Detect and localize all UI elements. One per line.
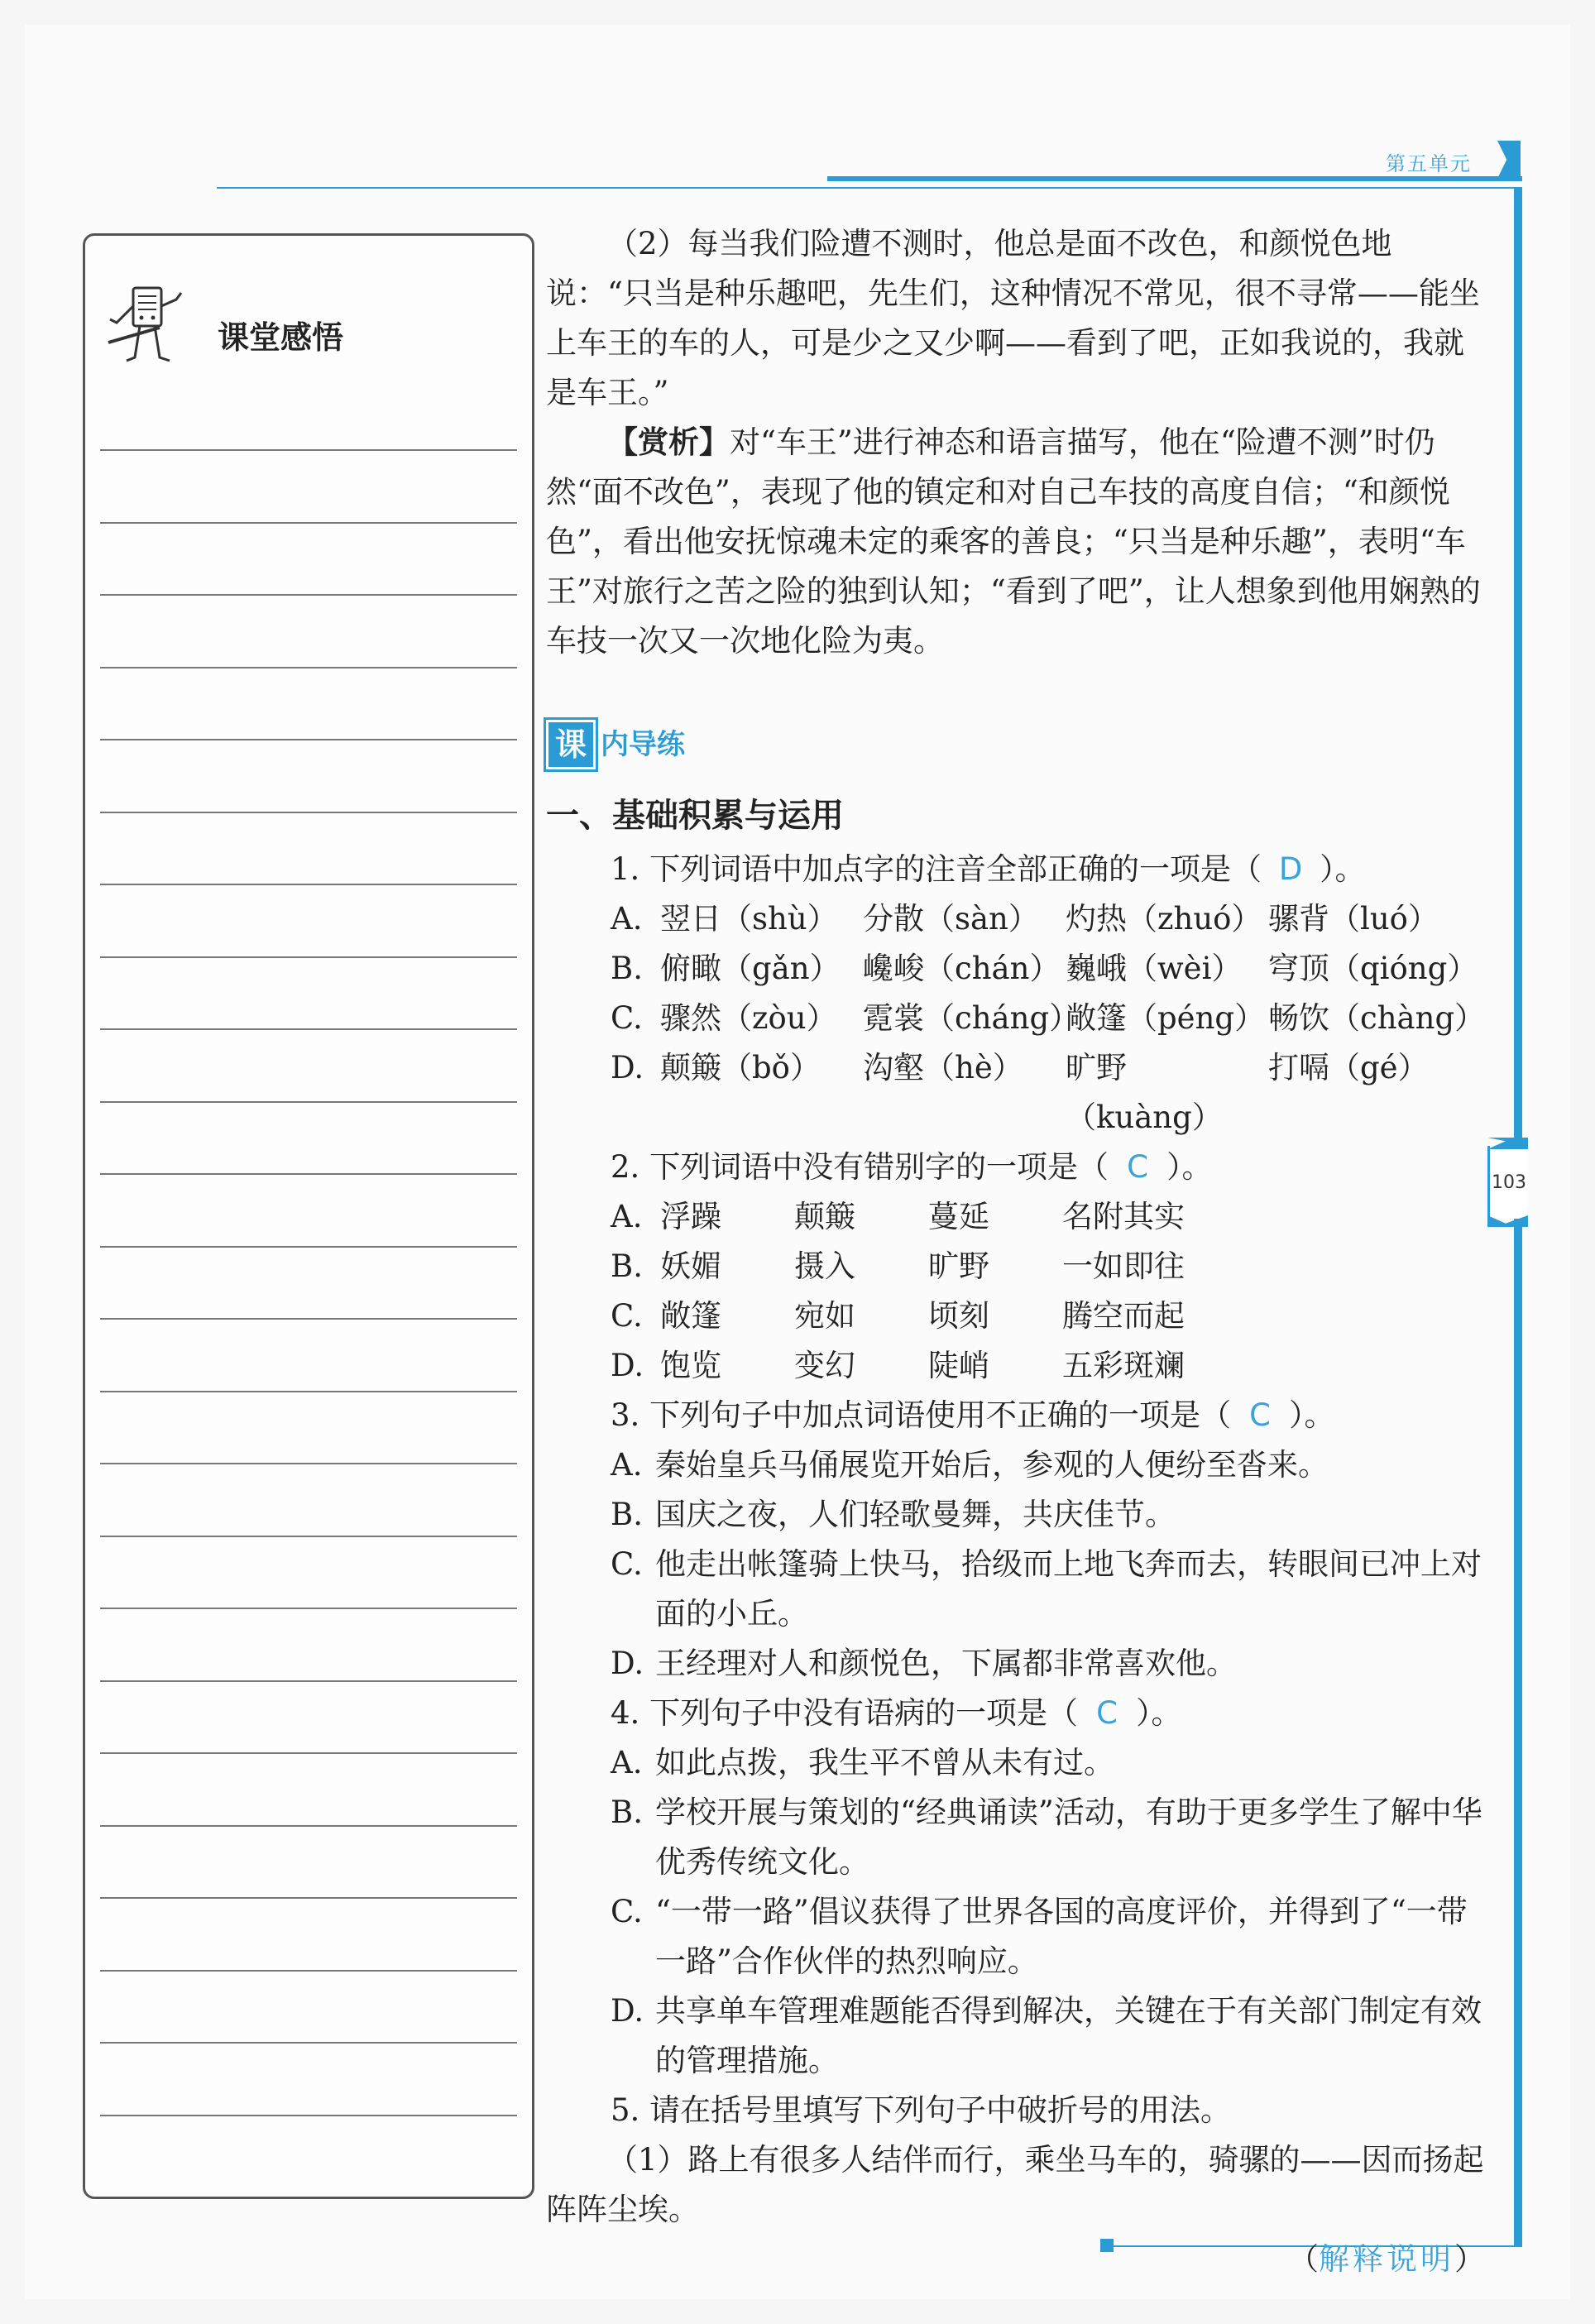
option-d bbox=[546, 1043, 1493, 1143]
option-item: 灼热（zhuó） bbox=[1066, 901, 1262, 937]
option-label: C. bbox=[611, 1894, 643, 1929]
option-label: B. bbox=[611, 1248, 643, 1284]
note-line bbox=[100, 812, 517, 813]
option-label: D. bbox=[611, 1646, 644, 1681]
option-label: D. bbox=[611, 1993, 644, 2029]
option-item: 妖媚 bbox=[660, 1248, 721, 1284]
option-a bbox=[546, 1192, 1493, 1242]
note-line bbox=[100, 1752, 517, 1754]
option-item: 骤然（zòu） bbox=[660, 1000, 837, 1036]
answer-q2: C bbox=[1127, 1149, 1148, 1185]
option-item: 巍峨（wèi） bbox=[1066, 951, 1243, 986]
option-text: 他走出帐篷骑上快马，拾级而上地飞奔而去，转眼间已冲上对面的小丘。 bbox=[655, 1546, 1482, 1632]
note-line bbox=[100, 1173, 517, 1175]
answer-q3: C bbox=[1249, 1397, 1271, 1433]
answer-q4: C bbox=[1096, 1695, 1118, 1731]
option-c bbox=[546, 1291, 1493, 1341]
note-line bbox=[100, 739, 517, 740]
note-line bbox=[100, 522, 517, 524]
option-c bbox=[546, 1887, 1493, 1986]
note-line bbox=[100, 1897, 517, 1899]
option-item: 顷刻 bbox=[928, 1298, 989, 1334]
option-item: 畅饮（chàng） bbox=[1268, 1000, 1486, 1036]
option-item: 名附其实 bbox=[1062, 1199, 1185, 1234]
option-label: A. bbox=[611, 901, 643, 937]
option-item: 巉峻（chán） bbox=[863, 951, 1061, 986]
option-text: 如此点拨，我生平不曾从未有过。 bbox=[655, 1745, 1114, 1780]
note-line bbox=[100, 1318, 517, 1320]
section-title: 内导练 bbox=[601, 728, 685, 761]
option-label: A. bbox=[611, 1447, 643, 1483]
option-d bbox=[546, 1639, 1493, 1689]
option-text: 国庆之夜，人们轻歌曼舞，共庆佳节。 bbox=[655, 1497, 1176, 1532]
note-line bbox=[100, 449, 517, 451]
option-label: C. bbox=[611, 1000, 643, 1036]
answer-q5-1: 解释说明 bbox=[1319, 2241, 1454, 2277]
option-label: C. bbox=[611, 1298, 643, 1334]
option-d bbox=[546, 1986, 1493, 2086]
note-line bbox=[100, 594, 517, 596]
option-item: 沟壑（hè） bbox=[863, 1050, 1023, 1085]
option-label: A. bbox=[611, 1745, 643, 1780]
option-item: 敞篷（péng） bbox=[1066, 1000, 1266, 1036]
option-item: 五彩斑斓 bbox=[1062, 1348, 1185, 1383]
question-4-stem: 4. 下列句子中没有语病的一项是（ C ）。 bbox=[546, 1689, 1493, 1738]
note-line bbox=[100, 1970, 517, 1972]
option-label: B. bbox=[611, 1497, 643, 1532]
analysis-text: 对“车王”进行神态和语言描写，他在“险遭不测”时仍然“面不改色”，表现了他的镇定和对自己车技的高度自信；“和颜悦色”，看出他安抚惊魂未定的乘客的善良；“只当是种乐趣”，表明“车王”对旅行之苦之险的独到认知；“看到了吧”，让人想象到他用娴熟的车技一次又一次地化险为夷。 bbox=[546, 424, 1481, 659]
page-number: 103 bbox=[1492, 1172, 1526, 1193]
answer-q1: D bbox=[1278, 851, 1303, 887]
option-label: B. bbox=[611, 951, 643, 986]
option-b bbox=[546, 944, 1493, 994]
option-item: 一如即往 bbox=[1062, 1248, 1185, 1284]
passage-analysis bbox=[546, 418, 1493, 666]
note-line bbox=[100, 1536, 517, 1537]
option-label: D. bbox=[611, 1050, 644, 1085]
section-heading bbox=[546, 716, 1493, 774]
note-line bbox=[100, 1028, 517, 1030]
note-line bbox=[100, 1101, 517, 1103]
option-item: 俯瞰（gǎn） bbox=[660, 951, 841, 986]
option-item: 打嗝（gé） bbox=[1268, 1050, 1429, 1085]
passage-quote: （2）每当我们险遭不测时，他总是面不改色，和颜悦色地说：“只当是种乐趣吧，先生们，这种情况不常见，很不寻常——能坐上车王的车的人，可是少之又少啊——看到了吧，正如我说的，我就是车王。” bbox=[546, 226, 1480, 410]
option-c bbox=[546, 1540, 1493, 1639]
option-item: 霓裳（cháng） bbox=[863, 1000, 1080, 1036]
note-line bbox=[100, 1608, 517, 1609]
option-text: 秦始皇兵马俑展览开始后，参观的人便纷至沓来。 bbox=[655, 1447, 1329, 1483]
option-b bbox=[546, 1788, 1493, 1887]
option-item: 饱览 bbox=[660, 1348, 721, 1383]
part-heading: 一、基础积累与运用 bbox=[546, 797, 844, 835]
option-item: 腾空而起 bbox=[1062, 1298, 1185, 1334]
unit-label: 第五单元 bbox=[1386, 152, 1472, 175]
option-item: 陡峭 bbox=[928, 1348, 989, 1383]
section-badge: 课 bbox=[546, 720, 596, 769]
option-text: 共享单车管理难题能否得到解决，关键在于有关部门制定有效的管理措施。 bbox=[655, 1993, 1482, 2078]
note-line bbox=[100, 2042, 517, 2044]
note-line bbox=[100, 1391, 517, 1392]
option-item: 旷野 bbox=[928, 1248, 989, 1284]
option-item: 摄入 bbox=[794, 1248, 855, 1284]
notebook-character-icon bbox=[102, 281, 193, 372]
option-item: 蔓延 bbox=[928, 1199, 989, 1234]
option-text: 学校开展与策划的“经典诵读”活动，有助于更多学生了解中华优秀传统文化。 bbox=[655, 1795, 1482, 1880]
option-text: “一带一路”倡议获得了世界各国的高度评价，并得到了“一带一路”合作伙伴的热烈响应。 bbox=[655, 1894, 1468, 1979]
option-label: C. bbox=[611, 1546, 643, 1582]
main-content bbox=[546, 219, 1493, 2284]
option-a bbox=[546, 1440, 1493, 1490]
analysis-label: 【赏析】 bbox=[607, 424, 730, 460]
option-item: 骡背（luó） bbox=[1268, 901, 1439, 937]
note-line bbox=[100, 884, 517, 885]
option-text: 王经理对人和颜悦色，下属都非常喜欢他。 bbox=[655, 1646, 1237, 1681]
option-d bbox=[546, 1341, 1493, 1391]
option-c bbox=[546, 994, 1493, 1043]
note-line bbox=[100, 1246, 517, 1248]
notes-panel bbox=[83, 233, 534, 2199]
option-a bbox=[546, 1738, 1493, 1788]
header-rule-thick bbox=[827, 176, 1522, 181]
option-item: 颠簸 bbox=[794, 1199, 855, 1234]
option-item: 穹顶（qióng） bbox=[1268, 951, 1478, 986]
question-2-stem: 2. 下列词语中没有错别字的一项是（ C ）。 bbox=[546, 1143, 1493, 1192]
option-b bbox=[546, 1242, 1493, 1291]
note-line bbox=[100, 956, 517, 958]
note-line bbox=[100, 1463, 517, 1464]
option-label: B. bbox=[611, 1795, 643, 1830]
page-number-tab bbox=[1487, 1146, 1528, 1219]
option-item: 变幻 bbox=[794, 1348, 855, 1383]
note-line bbox=[100, 1680, 517, 1682]
question-5-answer-row: （解释说明） bbox=[1288, 2241, 1485, 2277]
option-item: 敞篷 bbox=[660, 1298, 721, 1334]
option-item: 旷野（kuàng） bbox=[1066, 1050, 1223, 1135]
header-rule bbox=[217, 187, 1522, 189]
question-3-stem: 3. 下列句子中加点词语使用不正确的一项是（ C ）。 bbox=[546, 1391, 1493, 1440]
question-5-sub1: （1）路上有很多人结伴而行，乘坐马车的，骑骡的——因而扬起阵阵尘埃。 bbox=[546, 2142, 1484, 2227]
question-1-stem: 1. 下列词语中加点字的注音全部正确的一项是（ D ）。 bbox=[546, 845, 1493, 894]
option-item: 分散（sàn） bbox=[863, 901, 1039, 937]
option-label: A. bbox=[611, 1199, 643, 1234]
option-item: 浮躁 bbox=[660, 1199, 721, 1234]
option-item: 颠簸（bǒ） bbox=[660, 1050, 821, 1085]
option-item: 翌日（shù） bbox=[660, 901, 838, 937]
option-b bbox=[546, 1490, 1493, 1540]
note-line bbox=[100, 1825, 517, 1827]
question-5-stem: 5. 请在括号里填写下列句子中破折号的用法。 bbox=[611, 2092, 1232, 2128]
option-a bbox=[546, 894, 1493, 944]
option-label: D. bbox=[611, 1348, 644, 1383]
notes-title: 课堂感悟 bbox=[218, 319, 344, 356]
note-line bbox=[100, 667, 517, 668]
note-line bbox=[100, 2115, 517, 2116]
option-item: 宛如 bbox=[794, 1298, 855, 1334]
